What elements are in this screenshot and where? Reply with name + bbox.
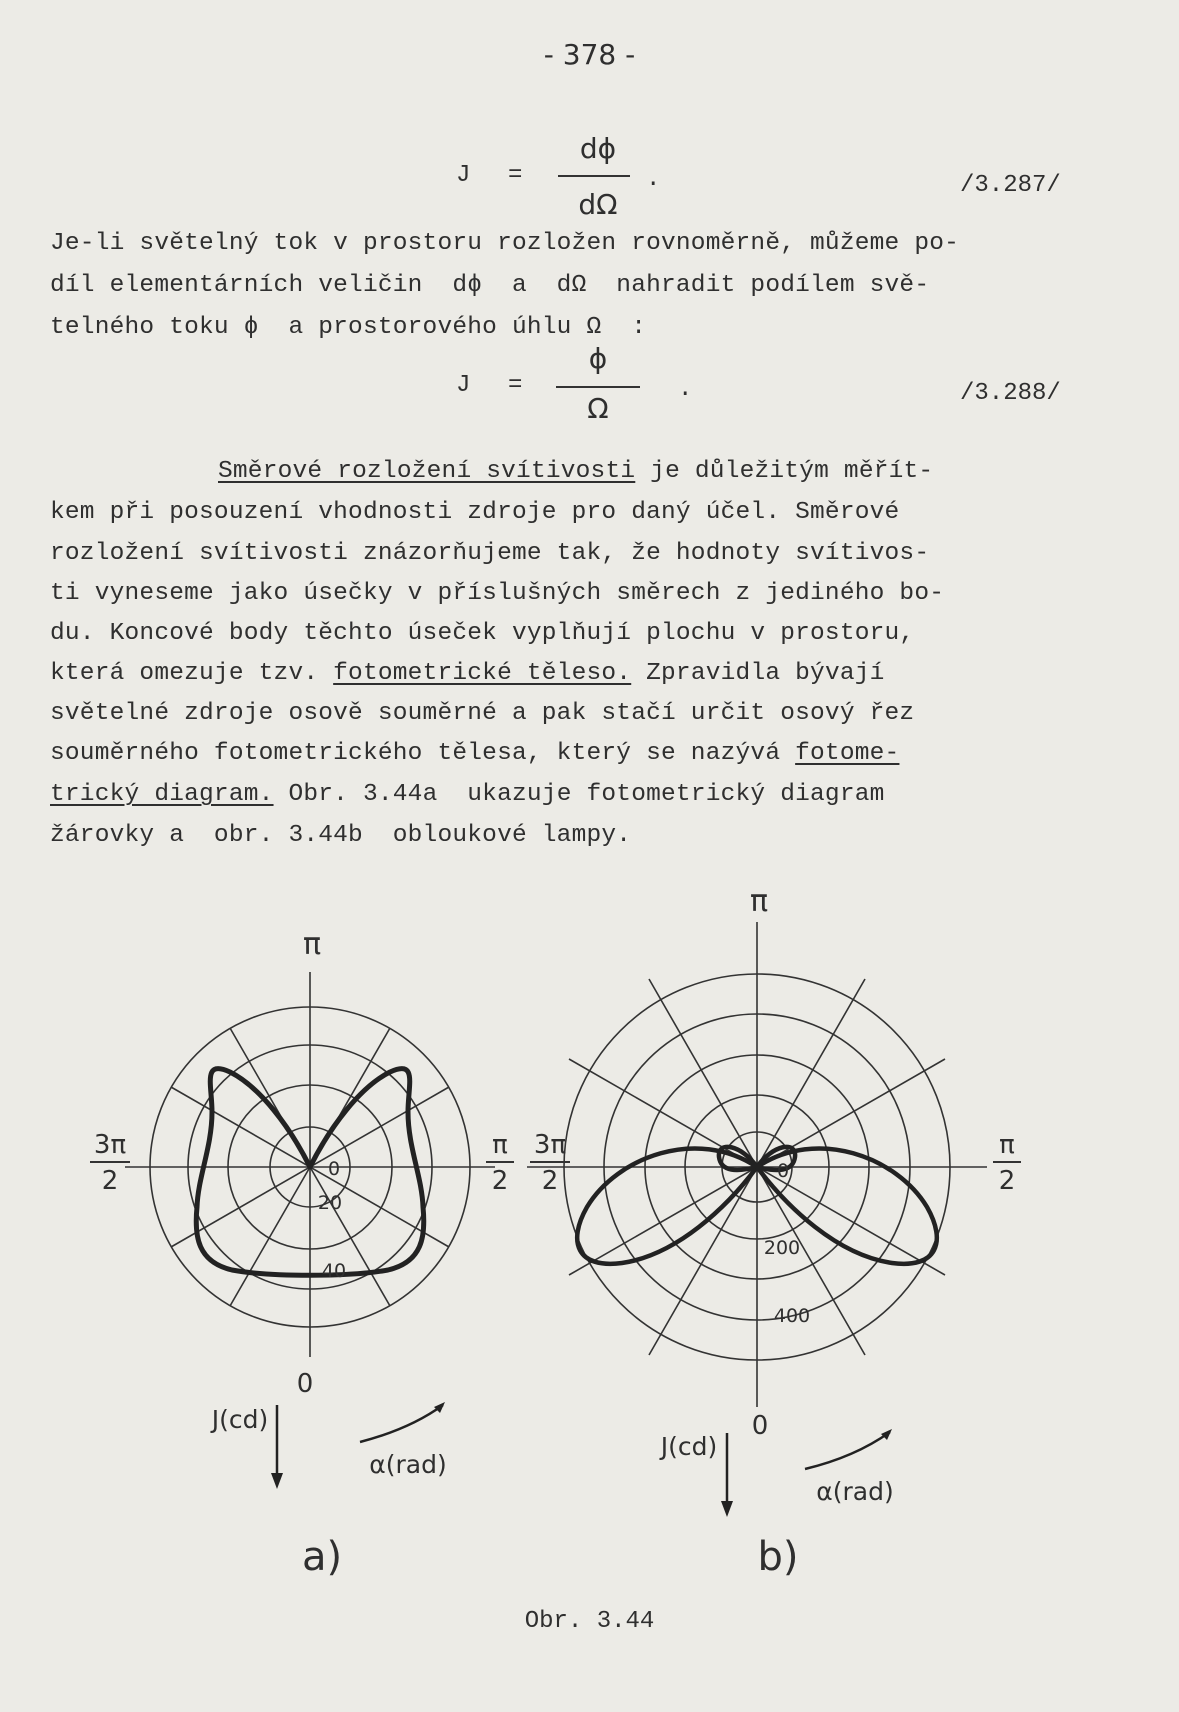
figure-caption: Obr. 3.44 xyxy=(524,1608,655,1635)
label-b-right-num: π xyxy=(999,1130,1015,1160)
ring-label-a-0: 0 xyxy=(327,1158,341,1180)
para2-line3: rozložení svítivosti znázorňujeme tak, že hodnoty svítivos- xyxy=(50,540,930,567)
eq2-fraction-bar xyxy=(556,386,640,388)
eq1-denominator: dΩ xyxy=(578,188,618,221)
ring-label-b-0: 0 xyxy=(776,1160,790,1182)
para2-line9 xyxy=(50,781,885,808)
label-a-right-num: π xyxy=(492,1130,508,1160)
arrow-b-angle xyxy=(805,1432,890,1469)
para2-line9-post: Obr. 3.44a ukazuje fotometrický diagram xyxy=(273,781,885,808)
ring-label-b-400: 400 xyxy=(773,1305,811,1327)
para2-line5: du. Koncové body těchto úseček vyplňují plochu v prostoru, xyxy=(50,620,915,647)
label-b-left-num: 3π xyxy=(533,1130,567,1160)
label-a-top: π xyxy=(302,927,322,962)
label-b-top: π xyxy=(749,884,769,919)
para2-line1-rest: je důležitým měřít- xyxy=(635,458,934,485)
term-fotometricky-diagram-1: fotome- xyxy=(795,740,900,767)
eq1-equals: = xyxy=(508,162,523,189)
page-number: - 378 - xyxy=(543,38,636,71)
arrow-a-angle xyxy=(360,1405,443,1442)
eq1-numerator: dϕ xyxy=(579,132,617,165)
label-b-left-den: 2 xyxy=(541,1166,559,1196)
ring-label-b-200: 200 xyxy=(763,1237,801,1259)
para2-line2: kem při posouzení vhodnosti zdroje pro daný účel. Směrové xyxy=(50,499,900,526)
para2-line8 xyxy=(50,740,899,767)
eq2-lhs: J xyxy=(456,372,471,399)
arrow-a-intensity-head xyxy=(271,1473,283,1489)
para2-line6-pre: která omezuje tzv. xyxy=(50,660,334,687)
ring-label-a-20: 20 xyxy=(317,1192,343,1214)
term-smerove-rozlozeni: Směrové rozložení svítivosti xyxy=(218,458,636,485)
label-b-right-den: 2 xyxy=(998,1166,1016,1196)
eq2-denominator: Ω xyxy=(587,392,609,425)
eq1-dot: . xyxy=(646,166,661,193)
eq2-equals: = xyxy=(508,372,523,399)
term-fotometricke-teleso: fotometrické těleso. xyxy=(333,660,632,687)
polar-diagram-b xyxy=(527,884,1021,1517)
eq1-number: /3.287/ xyxy=(960,172,1061,199)
sub-caption-a: a) xyxy=(301,1534,343,1580)
para2-line1 xyxy=(218,458,933,485)
ring-label-a-40: 40 xyxy=(321,1260,347,1282)
arrow-b-intensity-head xyxy=(721,1501,733,1517)
para2-line7: světelné zdroje osově souměrné a pak stačí určit osový řez xyxy=(50,700,915,727)
label-b-angle: α(rad) xyxy=(816,1477,894,1506)
para2-line10: žárovky a obr. 3.44b obloukové lampy. xyxy=(50,822,632,849)
label-a-left-den: 2 xyxy=(101,1166,119,1196)
eq2-number: /3.288/ xyxy=(960,380,1061,407)
para2-line8-pre: souměrného fotometrického tělesa, který se nazývá xyxy=(50,740,796,767)
polar-diagram-a xyxy=(90,927,514,1489)
para1-line2: díl elementárních veličin dϕ a dΩ nahradit podílem svě- xyxy=(50,272,930,299)
eq1-fraction-bar xyxy=(558,175,630,177)
eq2-numerator: ϕ xyxy=(588,342,608,375)
figure-3-44 xyxy=(0,880,1179,1600)
label-b-bottom: 0 xyxy=(751,1411,769,1441)
sub-caption-b: b) xyxy=(757,1534,799,1580)
label-a-intensity: J(cd) xyxy=(211,1405,269,1434)
label-b-intensity: J(cd) xyxy=(660,1432,718,1461)
para1-line1: Je-li světelný tok v prostoru rozložen rovnoměrně, můžeme po- xyxy=(50,230,960,257)
label-a-bottom: 0 xyxy=(296,1369,314,1399)
label-a-left-num: 3π xyxy=(93,1130,127,1160)
para1-line3: telného toku ϕ a prostorového úhlu Ω : xyxy=(50,314,647,341)
label-a-angle: α(rad) xyxy=(369,1450,447,1479)
eq2-dot: . xyxy=(678,376,693,403)
para2-line4: ti vyneseme jako úsečky v příslušných směrech z jediného bo- xyxy=(50,580,945,607)
para2-line6 xyxy=(50,660,885,687)
para2-line6-post: Zpravidla bývají xyxy=(631,660,885,687)
eq1-lhs: J xyxy=(456,162,471,189)
term-fotometricky-diagram-2: trický diagram. xyxy=(50,781,274,808)
label-a-right-den: 2 xyxy=(491,1166,509,1196)
